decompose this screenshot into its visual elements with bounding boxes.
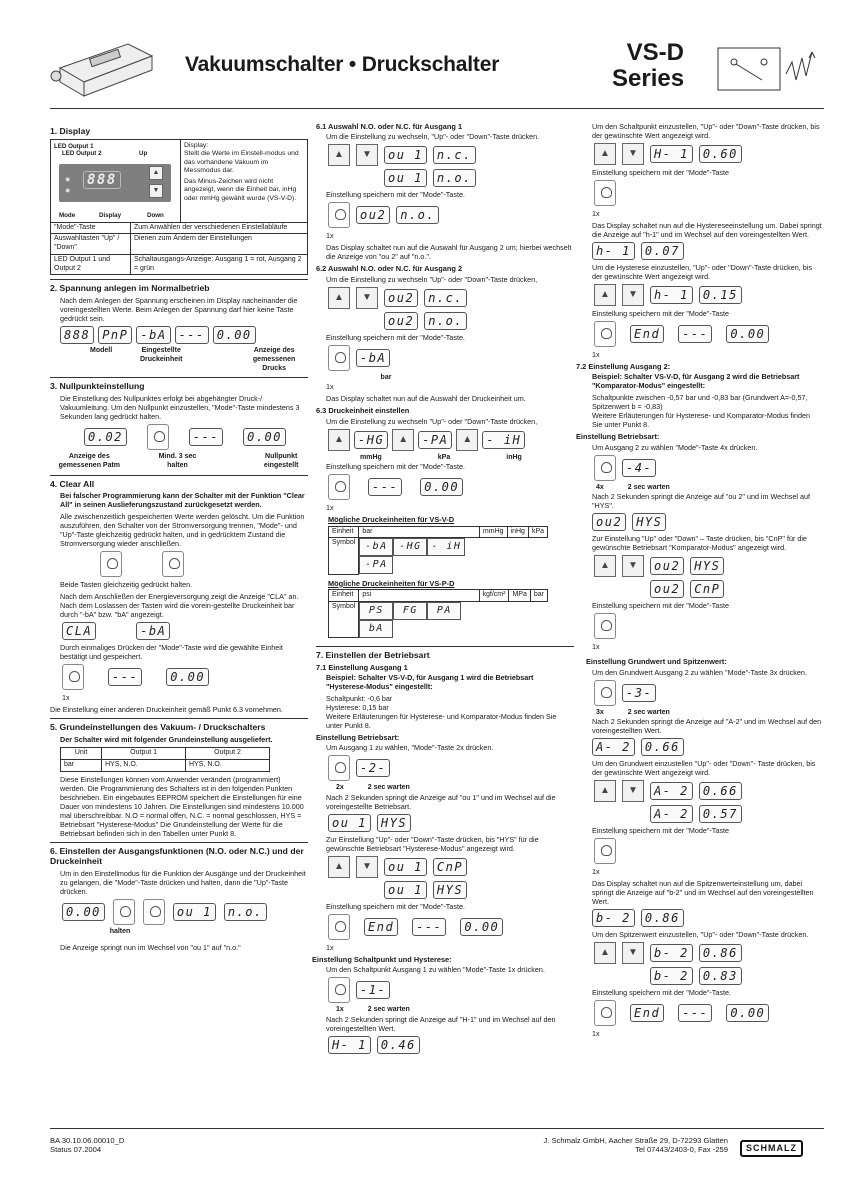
section-3-title: 3. Nullpunkteinstellung [50, 381, 145, 392]
schmalz-logo: SCHMALZ [740, 1140, 803, 1157]
section-2-title: 2. Spannung anlegen im Normalbetrieb [50, 283, 210, 294]
display-table [50, 222, 308, 276]
display-value: -HG [354, 431, 388, 449]
hand-press-icon [328, 755, 350, 781]
display-value: n.o. [396, 206, 439, 224]
display-value: 0.00 [243, 428, 286, 446]
hand-press-icon [147, 424, 169, 450]
display-value: PnP [98, 326, 132, 344]
hand-press-icon [594, 613, 616, 639]
display-description: Display: Stellt die Werte im Einstell-modus und das vorhandene Vakuum im Messmodus dar. Das Minus-Zeichen wird nicht angezeigt, wenn die Einheit bar, inHg oder mmHg gewählt wurde (VS-V-D). [184, 141, 299, 202]
display-value: -bA [136, 326, 170, 344]
display-value: HYS [690, 557, 724, 575]
hand-press-icon [113, 899, 135, 925]
display-value: CnP [433, 858, 467, 876]
display-value: ou2 [356, 206, 390, 224]
down-button[interactable]: ▼ [622, 555, 644, 577]
display-value: --- [189, 428, 223, 446]
left-column: 1. Display LED Output 1 LED Output 2 Up ● ● 888 ▲ ▼ Mode Display Down Display: Stellt die Werte im Einstell-modus und das vorhandene Vakuum im Messmodus dar. Das Minus-Zeichen wird nicht angezeigt, wenn die Einheit bar, inHg oder mmHg gewählt wurde (VS-V-D). "Mode"-Taste Zum Anwählen der verschiedenen Einstellabläufe Auswahltasten "Up" / "Down" Dienen zum Ändern der Einstellungen LED Output 1 und Output 2 Schaltausgangs-Anzeige: Ausgang 1 = rot, Ausgang 2 = grün 2. Spannung anlegen im Normalbetrieb Nach dem Anlegen der Spannung erscheinen im Display nacheinander die voreingestellten Werte. Beim Anlegen der Spannung darf hier keine Taste gedrückt sein. 888 PnP -bA --- 0.00 Modell Eingestellte Druckeinheit Anzeige des gemessenen Drucks 3. Nullpunkteinstellung Die Einstellung des Nullpunktes erfolgt bei abgehängter Druck-/ Vakuumleitung. Um den Nullpunkt einzustellen, "Mode"-Taste mindestens 3 Sekunden lang gedrückt halten. 0.02 --- 0.00 Anzeige des gemessenen Patm Mind. 3 sec halten Nullpunkt eingestellt 4. Clear All Bei falscher Programmierung kann der Schalter mit der Funktion "Clear All" in seinen Auslieferungszustand zurückgesetzt werden. Alle zwischenzeitlich gespeicherten Werte werden gelöscht. Um die Funktion auszuführen, den Schalter von der Stromversorgung trennen, "Mode"- und "Up"-Taste gleichzeitig gedrückt halten, und in gedrücktem Zustand die Stromversorgung wieder anschließen. Beide Tasten gleichzeitig gedrückt halten. Nach dem Anschließen der Energieversorgung zeigt die Anzeige "CLA" an. Nach dem Loslassen der Tasten wird die vorein-gestellte Druckeinheit bar durch "-bA" bzw. "bA" angezeigt. CLA -bA Durch einmaliges Drücken der "Mode"-Taste wird die gewählte Einheit bestätigt und gespeichert. --- 0.00 1x Die Einstellung einer anderen Druckeinheit gemäß Punkt 6.3 vornehmen. 5. Grundeinstellungen des Vakuum- / Druckschalters Der Schalter wird mit folgender Grundeinstellung ausgeliefert. Unit Output 1 Output 2 bar HYS, N.O. HYS, N.O. Diese Einstellungen können vom Anwender verändert (programmiert) werden. Die Programmierung des Schalters ist in den folgenden Punkten beschrieben. Ein eingebautes EEPROM speichert die Einstellungen für eine Dauer von mindestens 10 Jahren. Die Einstellungen sind mindestens 10.000 mal überschreibbar. N.O = normal offen, N.C. = normal geschlossen, HYS = Betriebsart "Hysterese-Modus" Die Grundeinstellung der Werte für die Betriebsart befinden sich in den Tabellen unter Punkt 8. 6. Einstellen der Ausgangsfunktionen (N.O. oder N.C.) und der Druckeinheit Um in den Einstellmodus für die Funktion der Ausgänge und der Druckeinheit zu gelangen, die "Mode"-Taste drücken und halten, dann die "Up"-Taste drücken. 0.00 ou 1 n.o. halten Die Anzeige springt nun im Wechsel von "ou 1" auf "n.o." [50, 120, 308, 955]
down-button[interactable]: ▼ [622, 942, 644, 964]
display-value: 0.57 [699, 805, 742, 823]
section-7-title: 7. Einstellen der Betriebsart [316, 650, 430, 661]
display-value: -HG [393, 538, 427, 556]
hand-press-icon [100, 551, 122, 577]
display-value: CLA [62, 622, 96, 640]
display-value: --- [678, 1004, 712, 1022]
down-button[interactable]: ▼ [622, 143, 644, 165]
page-title: Vakuumschalter • Druckschalter [185, 53, 500, 76]
hand-press-icon [328, 914, 350, 940]
display-value: HYS [632, 513, 666, 531]
middle-column: 6.1 Auswahl N.O. oder N.C. für Ausgang 1 Um die Einstellung zu wechseln, "Up"- oder "Down"-Taste drücken. ▲ ▼ ou 1 n.c. ou 1 n.o. Einstellung speichern mit der "Mode"-Taste. ou2 n.o. 1x Das Display schaltet nun auf die Auswahl für Ausgang 2 um; hierbei wechselt die Anzeige von "ou 2" auf "n.o.". 6.2 Auswahl N.O. oder N.C. für Ausgang 2 Um die Einstellung zu wechseln "Up"- oder "Down"-Taste drücken, ▲ ▼ ou2 n.c. ou2 n.o. Einstellung speichern mit der "Mode"-Taste. -bA bar 1x Das Display schaltet nun auf die Auswahl der Druckeinheit um. 6.3 Druckeinheit einstellen Um die Einstellung zu wechseln "Up"- oder "Down"-Taste drücken, ▲ -HG ▲ -PA ▲ - iH mmHg kPa inHg Einstellung speichern mit der "Mode"-Taste. --- 0.00 1x Mögliche Druckeinheiten für VS-V-D Einheit bar mmHg inHg kPa Symbol -bA -HG - iH-PA Mögliche Druckeinheiten für VS-P-D Einheit psi kgf/cm² MPa bar Symbol PS FG PAbA 7. Einstellen der Betriebsart 7.1 Einstellung Ausgang 1 Beispiel: Schalter VS-V-D, für Ausgang 1 wird die Betriebsart "Hysterese-Modus" eingestellt: Schaltpunkt: -0,6 bar Hysterese: 0,15 bar Weitere Erläuterungen für Hysterese- und Komparator-Modus finden Sie unter Punkt 8. Einstellung Betriebsart: Um Ausgang 1 zu wählen, "Mode"-Taste 2x drücken. -2- 2x 2 sec warten Nach 2 Sekunden springt die Anzeige auf "ou 1" und im Wechsel auf die voreingestellte Betriebsart. ou 1 HYS Zur Einstellung "Up"- oder "Down"-Taste drücken, bis "HYS" für die gewünschte Betriebsart "Hysterese-Modus" angezeigt wird. ▲ ▼ ou 1 CnP ou 1 HYS Einstellung speichern mit der "Mode"-Taste. End --- 0.00 1x Einstellung Schaltpunkt und Hysterese: Um den Schaltpunkt Ausgang 1 zu wählen "Mode"-Taste 1x drücken. -1- 1x 2 sec warten Nach 2 Sekunden springt die Anzeige auf "H-1" und im Wechsel auf den voreingestellten Wert. H- 1 0.46 [316, 122, 574, 1057]
display-value: 0.00 [726, 325, 769, 343]
display-value: 0.00 [213, 326, 256, 344]
footer-doc: BA 30.10.06.00010_D Status 07.2004 [50, 1136, 125, 1155]
section-1-title: 1. Display [50, 126, 91, 136]
section-5-title: 5. Grundeinstellungen des Vakuum- / Druckschalters [50, 722, 266, 733]
hand-press-icon [328, 345, 350, 371]
down-button[interactable]: ▼ [356, 144, 378, 166]
display-value: -bA [356, 349, 390, 367]
display-value: End [630, 1004, 664, 1022]
switch-symbol-icon [716, 44, 820, 94]
table-row: "Mode"-Taste Zum Anwählen der verschiedenen Einstellabläufe [51, 222, 308, 234]
down-button[interactable]: ▼ [149, 184, 163, 198]
display-value: h- 1 [650, 286, 693, 304]
up-button[interactable]: ▲ [456, 429, 478, 451]
display-value: 888 [60, 326, 94, 344]
display-value: A- 2 [592, 738, 635, 756]
display-value: - iH [482, 431, 525, 449]
switch-device-icon [50, 38, 160, 100]
section-6-2-title: 6.2 Auswahl N.O. oder N.C. für Ausgang 2 [316, 264, 463, 274]
up-button[interactable]: ▲ [594, 555, 616, 577]
display-value: PA [427, 602, 461, 620]
display-value: --- [175, 326, 209, 344]
table-row: LED Output 1 und Output 2 Schaltausgangs-Anzeige: Ausgang 1 = rot, Ausgang 2 = grün [51, 254, 308, 275]
display-value: ou2 [650, 557, 684, 575]
display-value: A- 2 [650, 805, 693, 823]
up-button[interactable]: ▲ [149, 166, 163, 180]
up-button[interactable]: ▲ [328, 856, 350, 878]
up-button[interactable]: ▲ [594, 143, 616, 165]
display-value: n.o. [433, 169, 476, 187]
display-value: -PA [418, 431, 452, 449]
hand-press-icon [328, 474, 350, 500]
footer-address: J. Schmalz GmbH, Aacher Straße 29, D-72293 Glatten Tel 07443/2403-0, Fax -259 [543, 1136, 728, 1155]
display-value: H- 1 [650, 145, 693, 163]
display-value: - iH [427, 538, 465, 556]
up-button[interactable]: ▲ [594, 284, 616, 306]
display-value: H- 1 [328, 1036, 371, 1054]
display-value: ou 1 [384, 881, 427, 899]
display-value: ou2 [592, 513, 626, 531]
device-image [50, 38, 160, 100]
display-value: 0.02 [84, 428, 127, 446]
display-illustration: LED Output 1 LED Output 2 Up ● ● 888 ▲ ▼ Mode Display Down [51, 140, 181, 222]
display-value: HYS [377, 814, 411, 832]
hand-press-icon [328, 977, 350, 1003]
display-box [50, 139, 308, 223]
display-value: 0.00 [166, 668, 209, 686]
units-table-vspd: Einheit psi kgf/cm² MPa bar Symbol PS FG PAbA [328, 589, 548, 638]
section-6-3-title: 6.3 Druckeinheit einstellen [316, 406, 410, 416]
display-value: 0.66 [641, 738, 684, 756]
display-value: FG [393, 602, 427, 620]
default-settings-table: Unit Output 1 Output 2 bar HYS, N.O. HYS, N.O. [60, 747, 270, 772]
display-value: 0.00 [420, 478, 463, 496]
hand-press-icon [162, 551, 184, 577]
up-button[interactable]: ▲ [392, 429, 414, 451]
display-value: b- 2 [650, 967, 693, 985]
display-value: h- 1 [592, 242, 635, 260]
display-value: 0.00 [460, 918, 503, 936]
display-value: --- [108, 668, 142, 686]
display-value: -2- [356, 759, 390, 777]
display-value: n.o. [424, 312, 467, 330]
section-4-title: 4. Clear All [50, 478, 95, 489]
hand-press-icon [594, 1000, 616, 1026]
display-value: 0.07 [641, 242, 684, 260]
display-value: 0.60 [699, 145, 742, 163]
display-value: -1- [356, 981, 390, 999]
display-value: ou 1 [384, 169, 427, 187]
display-value: 0.00 [726, 1004, 769, 1022]
section-6-title: 6. Einstellen der Ausgangsfunktionen (N.O. oder N.C.) und der Druckeinheit [50, 845, 304, 867]
display-value: -bA [359, 538, 393, 556]
display-panel: ● ● 888 ▲ ▼ [59, 164, 171, 202]
up-button[interactable]: ▲ [594, 780, 616, 802]
display-value: ou2 [384, 289, 418, 307]
display-value: n.o. [224, 903, 267, 921]
display-value: n.c. [433, 146, 476, 164]
up-button[interactable]: ▲ [328, 287, 350, 309]
display-value: ou 1 [384, 146, 427, 164]
display-value: End [364, 918, 398, 936]
display-value: --- [678, 325, 712, 343]
display-value: 0.46 [377, 1036, 420, 1054]
display-value: ou2 [384, 312, 418, 330]
series-title: VS-D Series [612, 39, 685, 93]
table-row: Auswahltasten "Up" / "Down" Dienen zum Ändern der Einstellungen [51, 234, 308, 255]
display-value: --- [368, 478, 402, 496]
display-value: 0.83 [699, 967, 742, 985]
units-table-vsvd: Einheit bar mmHg inHg kPa Symbol -bA -HG - iH-PA [328, 526, 548, 575]
segment-display: 888 [83, 171, 121, 189]
display-value: PS [359, 602, 393, 620]
hand-press-icon [594, 455, 616, 481]
hand-press-icon [62, 664, 84, 690]
display-value: b- 2 [592, 909, 635, 927]
display-value: End [630, 325, 664, 343]
display-value: ou2 [650, 580, 684, 598]
down-button[interactable]: ▼ [622, 284, 644, 306]
display-value: -PA [359, 556, 393, 574]
display-value: 0.66 [699, 782, 742, 800]
section-6-1-title: 6.1 Auswahl N.O. oder N.C. für Ausgang 1 [316, 122, 463, 131]
hand-press-icon [594, 838, 616, 864]
display-value: bA [359, 620, 393, 638]
table-row: bar HYS, N.O. HYS, N.O. [61, 759, 270, 771]
up-button[interactable]: ▲ [328, 429, 350, 451]
hand-press-icon [143, 899, 165, 925]
hand-press-icon [328, 202, 350, 228]
display-value: -bA [136, 622, 170, 640]
hand-press-icon [594, 680, 616, 706]
display-value: n.c. [424, 289, 467, 307]
display-value: -4- [622, 459, 656, 477]
display-value: -3- [622, 684, 656, 702]
hand-press-icon [594, 180, 616, 206]
display-value: 0.00 [62, 903, 105, 921]
down-button[interactable]: ▼ [622, 780, 644, 802]
switch-symbol [716, 44, 820, 94]
display-value: CnP [690, 580, 724, 598]
right-column: Um den Schaltpunkt einzustellen, "Up"- oder "Down"-Taste drücken, bis der gewünschte Wert angezeigt wird. ▲ ▼ H- 1 0.60 Einstellung speichern mit der "Mode"-Taste 1x Das Display schaltet nun auf die Hystereseeinstellung um. Dabei springt die Anzeige auf "h-1" und im Wechsel auf den voreingestellten Wert. h- 1 0.07 Um die Hysterese einzustellen, "Up"- oder "Down"-Taste drücken, bis der gewünschte Wert angezeigt wird. ▲ ▼ h- 1 0.15 Einstellung speichern mit der "Mode"-Taste End --- 0.00 1x 7.2 Einstellung Ausgang 2: Beispiel: Schalter VS-V-D, für Ausgang 2 wird die Betriebsart "Komparator-Modus" eingestellt: Schaltpunkte zwischen -0,57 bar und -0,83 bar (Grundwert A=-0,57, Spitzenwert b = -0,83) Weitere Erläuterungen für Hysterese- und Komparator-Modus finden Sie unter Punkt 8. Einstellung Betriebsart: Um Ausgang 2 zu wählen "Mode"-Taste 4x drücken. -4- 4x 2 sec warten Nach 2 Sekunden springt die Anzeige auf "ou 2" und im Wechsel auf "HYS". ou2 HYS Zur Einstellung "Up" oder "Down" – Taste drücken, bis "CnP" für die gewünschte Betriebsart "Komparator-Modus" angezeigt wird. ▲ ▼ ou2 HYS ou2 CnP Einstellung speichern mit der "Mode"-Taste 1x Einstellung Grundwert und Spitzenwert: Um den Grundwert Ausgang 2 zu wählen "Mode"-Taste 3x drücken. -3- 3x 2 sec warten Nach 2 Sekunden springt die Anzeige auf "A-2" und im Wechsel auf den voreingestellten Wert. A- 2 0.66 Um den Grundwert einzustellen "Up"- oder "Down"- Taste drücken, bis der gewünschte Wert angezeigt wird. ▲ ▼ A- 2 0.66 A- 2 0.57 Einstellung speichern mit der "Mode"-Taste 1x Das Display schaltet nun auf die Spitzenwerteinstellung um, dabei springt die Anzeige auf "b-2" und im Wechsel auf den voreingestellten Wert. b- 2 0.86 Um den Spitzenwert einzustellen, "Up"- oder "Down"-Taste drücken. ▲ ▼ b- 2 0.86 b- 2 0.83 Einstellung speichern mit der "Mode"-Taste. End --- 0.00 1x [576, 122, 822, 1039]
display-value: ou 1 [384, 858, 427, 876]
down-button[interactable]: ▼ [356, 856, 378, 878]
display-value: A- 2 [650, 782, 693, 800]
down-button[interactable]: ▼ [356, 287, 378, 309]
display-value: --- [412, 918, 446, 936]
display-value: HYS [433, 881, 467, 899]
display-value: 0.15 [699, 286, 742, 304]
display-value: ou 1 [328, 814, 371, 832]
display-value: ou 1 [173, 903, 216, 921]
display-value: b- 2 [650, 944, 693, 962]
up-button[interactable]: ▲ [594, 942, 616, 964]
display-value: 0.86 [699, 944, 742, 962]
hand-press-icon [594, 321, 616, 347]
up-button[interactable]: ▲ [328, 144, 350, 166]
display-value: 0.86 [641, 909, 684, 927]
